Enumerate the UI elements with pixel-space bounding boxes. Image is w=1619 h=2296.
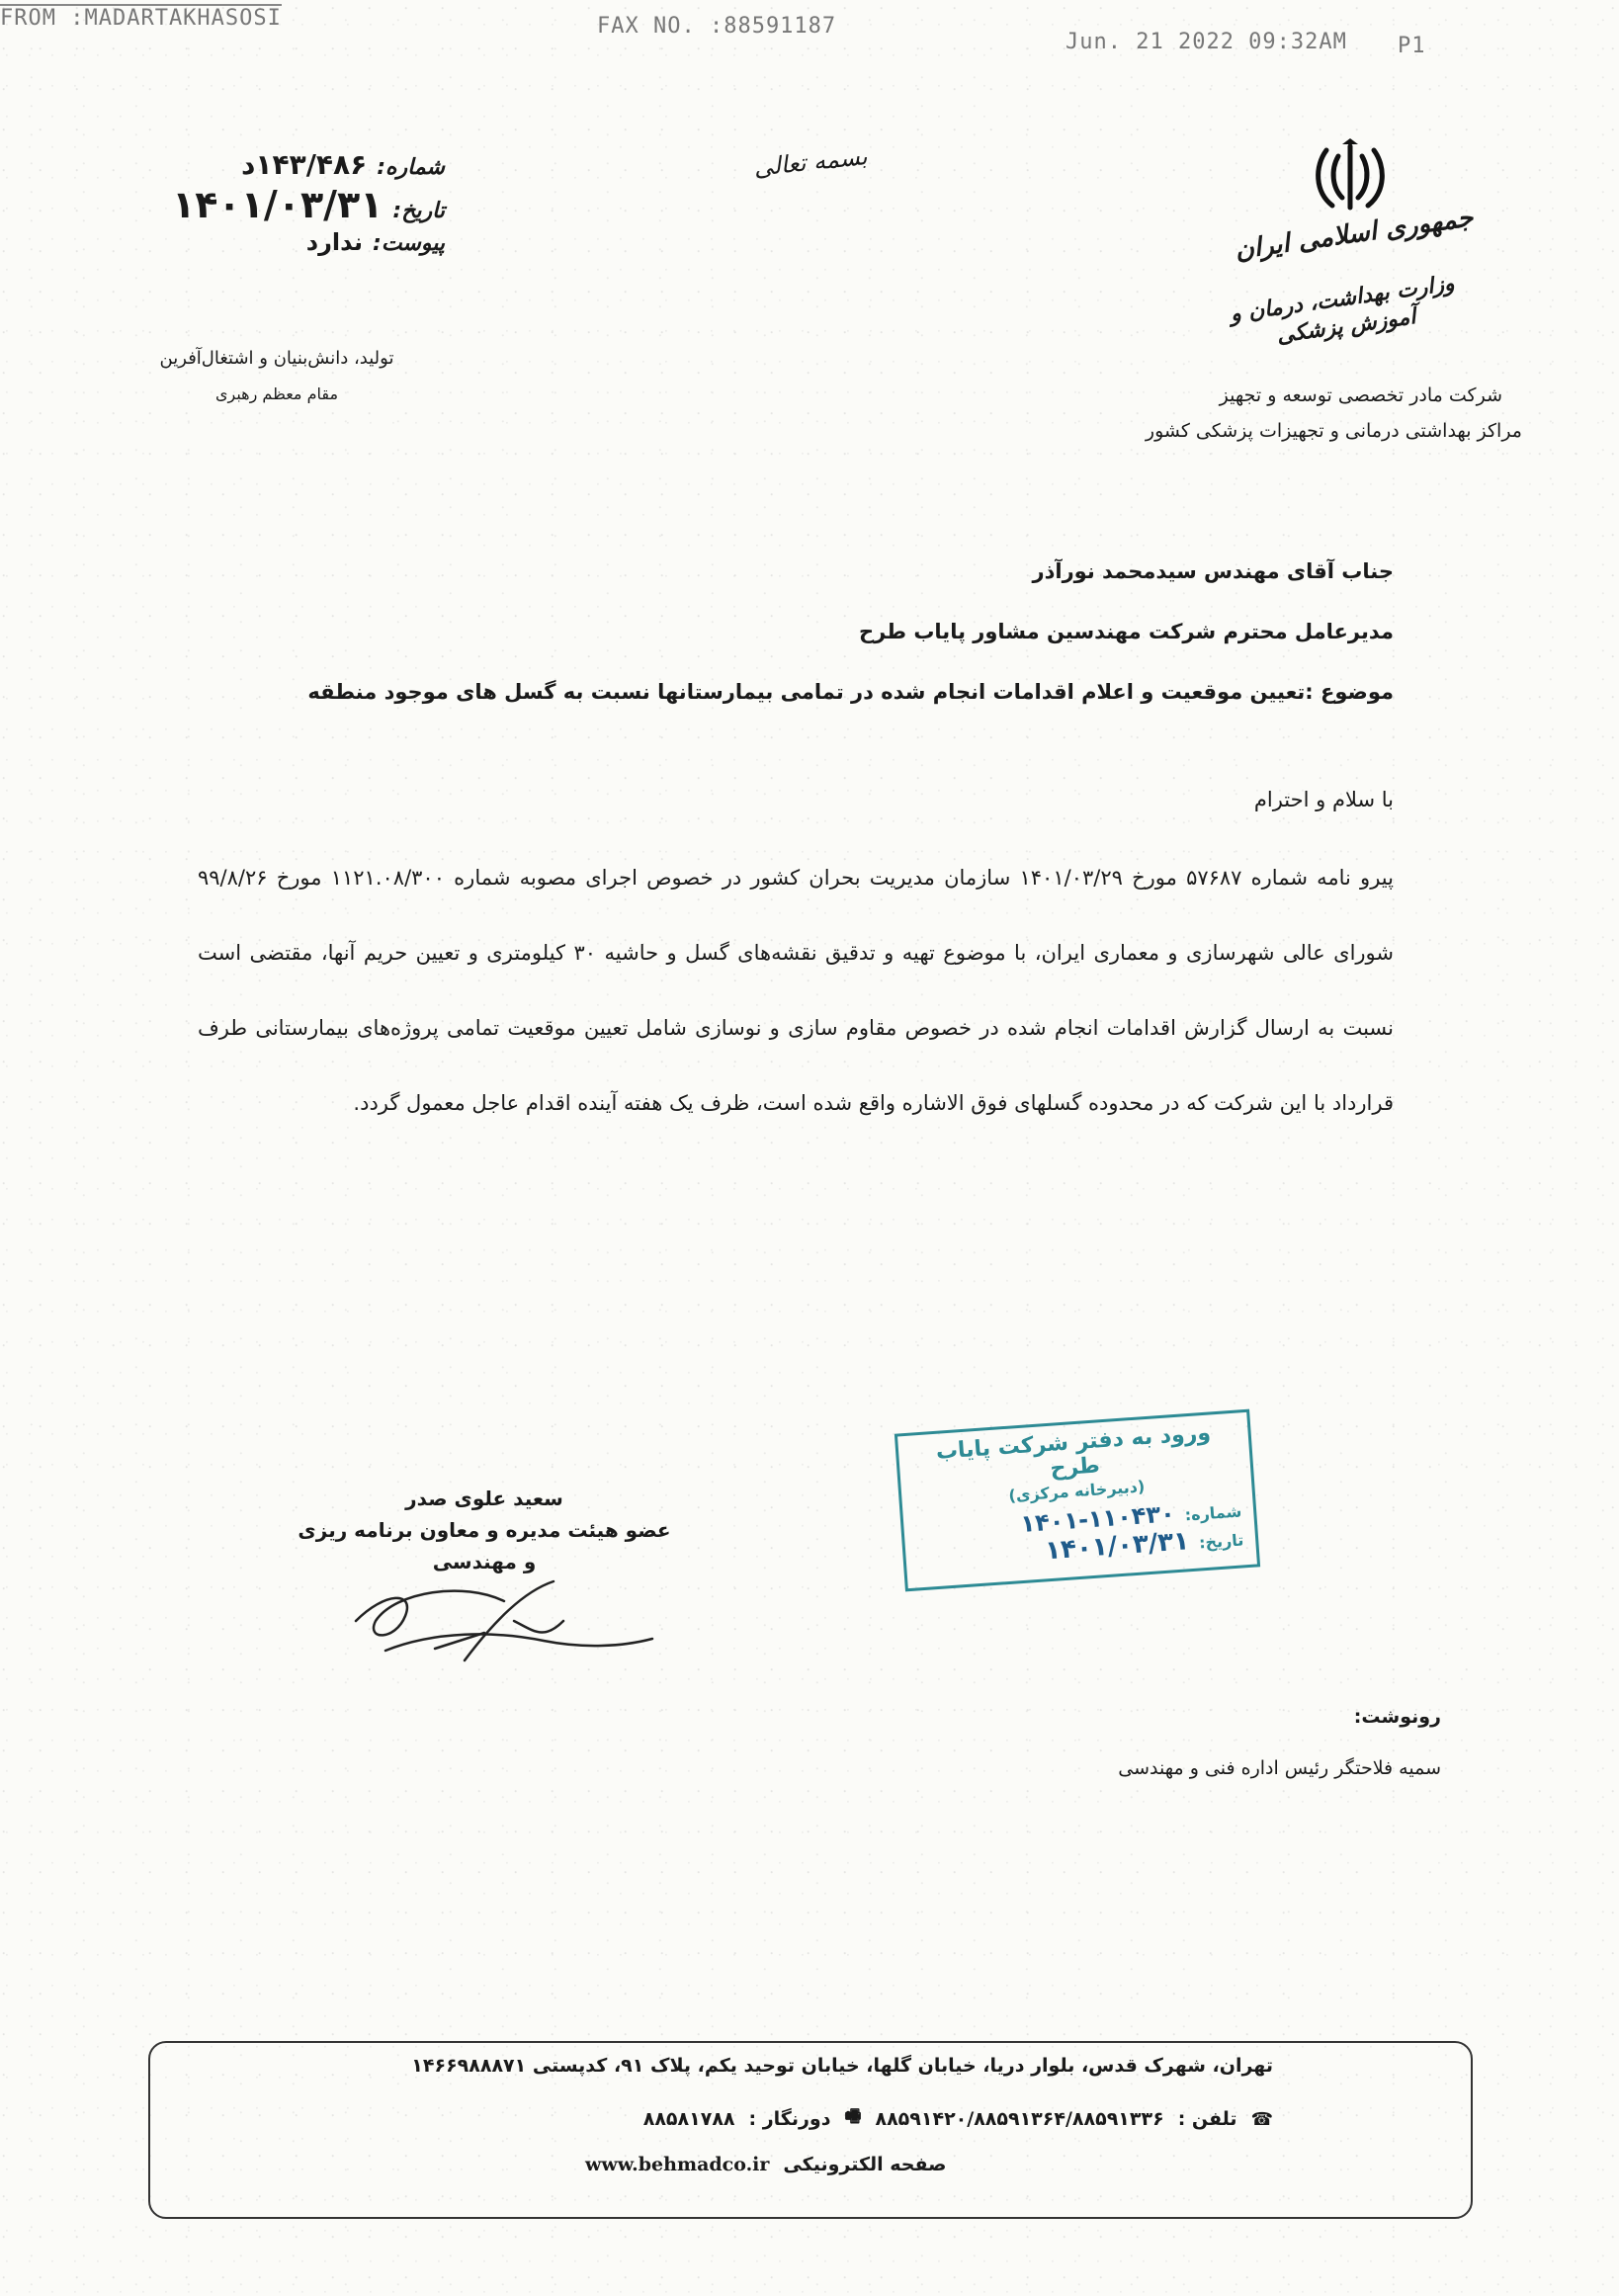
country-name: جمهوری اسلامی ایران (1233, 203, 1476, 266)
footer-contact (643, 2104, 1273, 2134)
cc-label: رونوشت: (1353, 1706, 1441, 1728)
footer-phone-label: تلفن : (1177, 2108, 1237, 2130)
iran-emblem-icon (1313, 138, 1388, 217)
meta-number-row (148, 148, 445, 181)
stamp-number-label: شماره: (1184, 1501, 1242, 1525)
footer-address: تهران، شهرک قدس، بلوار دریا، خیابان گلها، خیابان توحید یکم، پلاک ۹۱، کدپستی ۱۴۶۶۹۸۸۸۷۱ (411, 2055, 1273, 2077)
letter-meta (148, 148, 445, 256)
greeting: با سلام و احترام (1253, 788, 1394, 811)
letter-body: پیرو نامه شماره ۵۷۶۸۷ مورخ ۱۴۰۱/۰۳/۲۹ سازمان مدیریت بحران کشور در خصوص اجرای مصوبه شماره ۱۱۲۱.۰۸/۳۰۰ مورخ ۹۹/۸/۲۶ شورای عالی شهرسازی و معماری ایران، با موضوع تهیه و تدقیق نقشه‌های گسل و حاشیه ۳۰ کیلومتری و تعیین حریم آنها، مقتضی است نسبت به ارسال گزارش اقدامات انجام شده در خصوص مقاوم سازی و نوسازی شامل تعیین موقعیت تمامی پروژه‌های بیمارستانی طرف قرارداد با این شرکت که در محدوده گسلهای فوق الاشاره واقع شده است، ظرف یک هفته آینده اقدام عاجل معمول گردد. (198, 866, 1394, 1115)
footer-fax-label: دورنگار : (748, 2108, 831, 2130)
stamp-number-value: ۱۴۰۱-۱۱۰۴۳۰ (1019, 1499, 1176, 1539)
meta-date-row (148, 183, 445, 226)
letterhead-footer (148, 2041, 1473, 2219)
meta-date-value: ۱۴۰۱/۰۳/۳۱ (172, 183, 383, 226)
handwritten-signature (346, 1562, 662, 1670)
stamp-title: ورود به دفتر شرکت پایاب طرح (935, 1420, 1212, 1482)
stamp-date-label: تاریخ: (1198, 1530, 1244, 1553)
ministry-name: وزارت بهداشت، درمان و آموزش پزشکی (1229, 270, 1456, 349)
meta-number-value: ۱۴۳/۴۸۶د (241, 148, 368, 181)
cc-recipient: سمیه فلاحتگر رئیس اداره فنی و مهندسی (1118, 1757, 1441, 1779)
signatory-title: عضو هیئت مدیره و معاون برنامه ریزی و مهندسی (298, 1518, 671, 1573)
footer-web-label: صفحه الکترونیکی (783, 2154, 947, 2175)
fax-from: FROM :MADARTAKHASOSI (0, 6, 282, 31)
footer-website-link[interactable]: www.behmadco.ir (585, 2154, 770, 2175)
slogan-attribution: مقام معظم رهبری (214, 384, 339, 403)
footer-fax: ۸۸۵۸۱۷۸۸ (642, 2108, 735, 2130)
receipt-stamp (895, 1409, 1260, 1592)
company-name-line1: شرکت مادر تخصصی توسعه و تجهیز (1219, 384, 1502, 406)
meta-number-label: شماره: (377, 155, 445, 180)
meta-date-label: تاریخ: (392, 199, 445, 223)
footer-web (585, 2154, 947, 2175)
meta-attachment-value: ندارد (305, 228, 364, 256)
fax-machine-icon: 🖷 (844, 2106, 862, 2127)
fax-datetime: Jun. 21 2022 09:32AM (1065, 30, 1347, 54)
slogan (138, 341, 415, 412)
company-name (1087, 378, 1522, 449)
slogan-text: تولید، دانش‌بنیان و اشتغال‌آفرین (159, 348, 394, 369)
meta-attachment-row (148, 228, 445, 256)
recipient-title: مدیرعامل محترم شرکت مهندسین مشاور پایاب طرح (859, 620, 1394, 643)
company-name-line2: مراکز بهداشتی درمانی و تجهیزات پزشکی کشور (1145, 420, 1522, 442)
fax-page: P1 (1398, 34, 1426, 58)
recipient-name: جناب آقای مهندس سیدمحمد نورآذر (1032, 559, 1394, 583)
stamp-subtitle: (دبیرخانه مرکزی) (1007, 1477, 1146, 1505)
letter-subject: موضوع :تعیین موقعیت و اعلام اقدامات انجام شده در تمامی بیمارستانها نسبت به گسل های موجود منطقه (307, 680, 1394, 704)
signatory-name: سعید علوی صدر (405, 1487, 563, 1510)
footer-phones: ۸۸۵۹۱۴۲۰/۸۸۵۹۱۳۶۴/۸۸۵۹۱۳۳۶ (875, 2108, 1164, 2130)
invocation: بسمه تعالی (752, 142, 869, 182)
fax-number: FAX NO. :88591187 (597, 14, 837, 39)
stamp-date-value: ۱۴۰۱/۰۳/۳۱ (1044, 1526, 1191, 1567)
meta-attachment-label: پیوست: (373, 231, 445, 256)
phone-icon: ☎ (1250, 2108, 1273, 2130)
